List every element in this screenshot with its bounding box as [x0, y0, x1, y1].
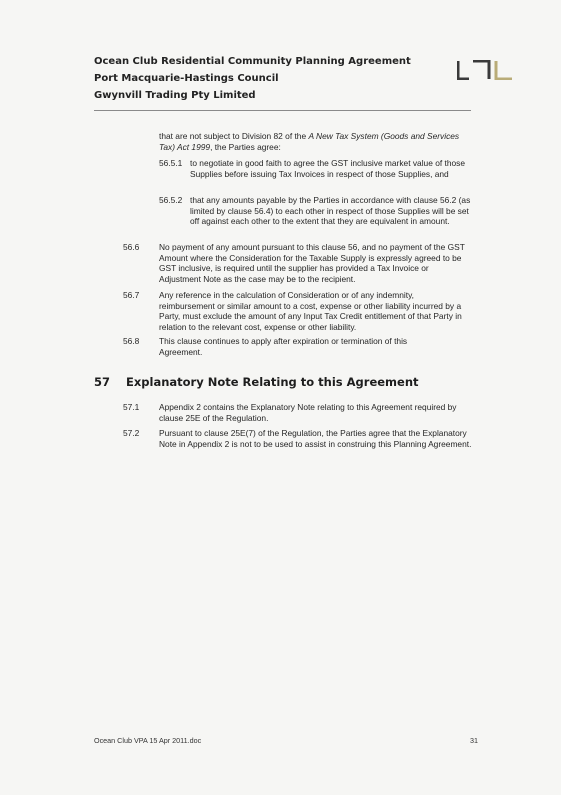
section-number: 57: [94, 375, 111, 389]
footer-document-name: Ocean Club VPA 15 Apr 2011.doc: [94, 736, 202, 745]
clause-text: This clause continues to apply after expiration or termination of this Agreement.: [159, 336, 408, 357]
council-name: Port Macquarie-Hastings Council: [94, 73, 279, 84]
clause-number: 56.7: [123, 290, 140, 300]
company-name: Gwynvill Trading Pty Limited: [94, 90, 256, 101]
ltl-logo-icon: [457, 60, 513, 80]
header-divider: [94, 110, 471, 111]
subclause-text: that any amounts payable by the Parties in accordance with clause 56.2 (as limited by clause 56.4) to each other in respect of those Supplies will be set off against each other to the extent that they are equivalent in amount.: [190, 195, 471, 227]
document-header: [94, 53, 474, 104]
clause-number: 57.2: [123, 428, 140, 438]
continuation-pre: that are not subject to Division 82 of the: [159, 131, 309, 141]
clause-text: Pursuant to clause 25E(7) of the Regulation, the Parties agree that the Explanatory Note in Appendix 2 is not to be used to assist in construing this Planning Agreement.: [159, 428, 472, 449]
clause-number: 56.8: [123, 336, 140, 346]
clause-number: 56.6: [123, 242, 140, 252]
agreement-title: Ocean Club Residential Community Planning Agreement: [94, 56, 411, 67]
section-title: Explanatory Note Relating to this Agreement: [126, 375, 419, 389]
subclause-text: to negotiate in good faith to agree the GST inclusive market value of those Supplies before issuing Tax Invoices in respect of those Supplies, and: [190, 158, 465, 179]
act-title: A New Tax System (Goods and Services Tax) Act 1999: [159, 131, 460, 152]
clause-text: Appendix 2 contains the Explanatory Note relating to this Agreement required by clause 25E of the Regulation.: [159, 402, 457, 423]
clause-number: 57.1: [123, 402, 140, 412]
subclause-number: 56.5.2: [159, 195, 183, 205]
page-number: 31: [470, 736, 478, 745]
subclause-number: 56.5.1: [159, 158, 183, 168]
clause-text: No payment of any amount pursuant to this clause 56, and no payment of the GST Amount where the Consideration for the Taxable Supply is expressly agreed to be GST inclusive, is required until the supplier has provided a Tax Invoice or Adjustment Note as the case may be to the recipient.: [159, 242, 465, 284]
clause-text: Any reference in the calculation of Consideration or of any indemnity, reimbursement or similar amount to a cost, expense or other liability incurred by a Party, must exclude the amount of any Input Tax Credit entitlement of that Party in relation to the relevant cost, expense or other liability.: [159, 290, 462, 332]
continuation-paragraph: [159, 131, 471, 152]
continuation-post: , the Parties agree:: [210, 141, 281, 152]
